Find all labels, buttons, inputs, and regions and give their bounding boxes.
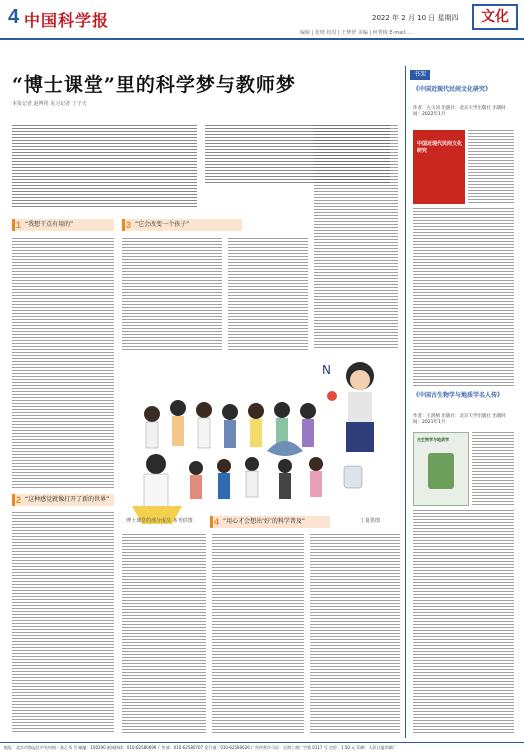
page-footer: 地址：北京市海淀区中关村南一条乙 6 号 邮编：100190 新闻热线：010-62580699 广告部：010-62580707 发行部：010-62580626 广告经营许可证：京海工商广字第 0117 号 定价：1.50 元 印刷：人民日报印刷厂 — [0, 742, 524, 753]
column-3-text-lower — [212, 534, 304, 734]
section-title: “用心才会想出‘好’的科学普及” — [223, 518, 306, 525]
book-2-cover-title: 古生物学与地质学 — [417, 437, 449, 442]
column-3-text — [228, 238, 308, 350]
figure-group-front — [132, 441, 362, 524]
book-1-meta: 作者：左玉河 出版社：北京大学出版社 出版时间：2022年1月 — [413, 106, 506, 117]
article-byline: 本报记者 赵博彤 见习记者 丁子夫 — [12, 101, 87, 107]
image-caption-left: 博士课堂的部分成员 本刊供图 — [126, 518, 193, 524]
book-2-review-text — [413, 510, 514, 734]
figure-group-back — [144, 400, 316, 448]
page-number: 4 — [8, 6, 20, 28]
issue-date: 2022 年 2 月 10 日 星期四 — [372, 14, 459, 22]
article-headline: “博士课堂”里的科学梦与教师梦 — [12, 74, 296, 96]
section-number: 2 — [16, 495, 22, 505]
column-1-text-a — [12, 238, 114, 490]
book-2-meta: 作者：王鸿桢 出版社：北京大学出版社 出版时间：2021年1月 — [413, 414, 506, 425]
section-label: 文化 — [472, 4, 518, 30]
book-2-title: 《中国古生物学与地质学名人传》 — [413, 392, 504, 399]
book-1-cover — [413, 130, 465, 204]
molecule-icon: N — [322, 363, 331, 377]
section-heading-1 — [12, 219, 114, 231]
section-heading-2 — [12, 494, 114, 506]
column-2-text-lower — [122, 534, 206, 734]
book-2-review-text-side — [472, 432, 514, 506]
teacher-figure — [322, 362, 374, 452]
section-title: “这种感觉就像打开了新的世界” — [25, 496, 110, 503]
editor-credit: 编辑 | 张晴 校对 | 王梦舒 美编 | 何秀梅 E-mail: ... — [300, 30, 414, 36]
fossil-image — [428, 453, 454, 489]
book-2-cover — [413, 432, 469, 506]
newspaper-logo: 中国科学报 — [24, 11, 110, 30]
section-title: “我想干点有用的” — [25, 221, 74, 228]
section-number: 1 — [16, 220, 22, 230]
column-4-text-top — [314, 125, 398, 350]
book-1-cover-title: 中国近现代民间文化研究 — [417, 141, 463, 154]
section-title: “它会改变一个孩子” — [135, 221, 190, 228]
sidebar-tag: 书架 — [410, 70, 430, 80]
column-4-text-lower — [310, 534, 400, 734]
cartoon-illustration — [122, 356, 404, 528]
book-1-review-text-side — [468, 130, 514, 204]
column-1-text-b — [12, 512, 114, 734]
section-number: 4 — [214, 517, 220, 527]
book-1-review-text — [413, 208, 514, 388]
section-heading-4 — [210, 516, 330, 528]
column-2-text — [122, 238, 222, 350]
section-heading-3 — [122, 219, 242, 231]
image-caption-right: 丁夏供图 — [360, 518, 381, 524]
section-number: 3 — [126, 220, 132, 230]
book-1-title: 《中国近现代民间文化研究》 — [413, 86, 492, 93]
masthead — [0, 0, 524, 40]
lead-paragraph-left — [12, 125, 197, 207]
